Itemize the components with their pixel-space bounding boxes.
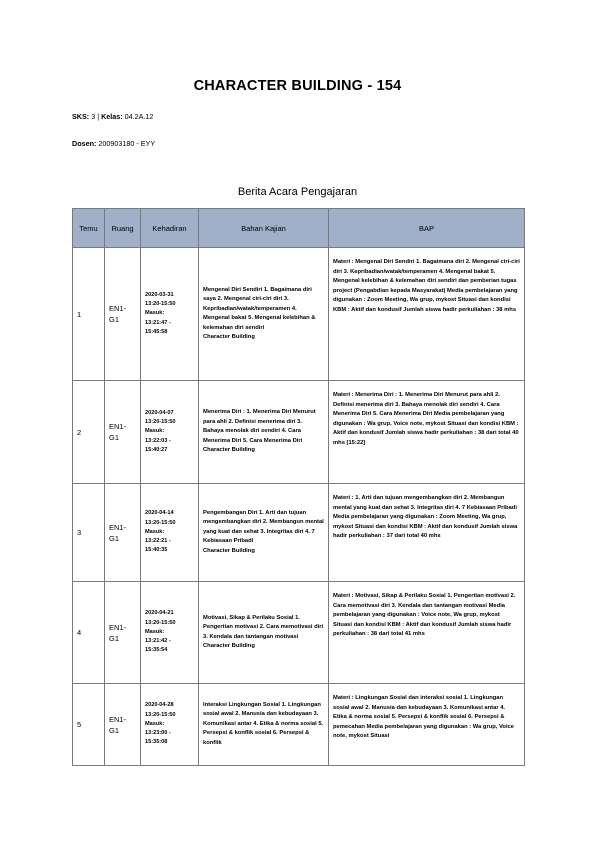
cell-bahan-kajian: Mengenal Diri Sendiri 1. Bagaimana diri saya 2. Mengenal ciri-ciri diri 3. Kepribadian/watak/temperamen 4. Mengenal bakat 5. Mengenal kelebihan & kelemahan diri sendiri Character Building: [199, 248, 329, 381]
cell-ruang: EN1-G1: [105, 248, 141, 381]
sks-value: 3: [91, 112, 96, 121]
lecturer-info: [72, 139, 155, 148]
table-row: [73, 684, 525, 766]
kelas-value: 04.2A.12: [124, 112, 154, 121]
header-bap: BAP: [329, 209, 525, 248]
cell-bap: Materi : Motivasi, Sikap & Perilaku Sosial 1. Pengertian motivasi 2. Cara memotivasi diri 3. Kendala dan tantangan motivasi Media pembelajaran yang digunakan : Voice note, Wa grup, mykost Situasi dan kondisi KBM : Aktif dan kondusif Jumlah siswa hadir perkuliahan : 38 dari total 41 mhs: [329, 582, 525, 684]
cell-temu: 3: [73, 484, 105, 582]
cell-bap: Materi : Lingkungan Sosial dan interaksi sosial 1. Lingkungan sosial awal 2. Manusia dan kebudayaan 3. Komunikasi antar 4. Etika & norma sosial 5. Persepsi & konflik sosial 6. Persepsi & pemecahan Media pembelajaran yang digunakan : Wa grup, Voice note, mykost Situasi: [329, 684, 525, 766]
header-temu: Temu: [73, 209, 105, 248]
cell-temu: 5: [73, 684, 105, 766]
cell-bap: Materi : Mengenal Diri Sendiri 1. Bagaimana diri 2. Mengenal ciri-ciri diri 3. Kepribadian/watak/temperamen 4. Mengenal bakat 5. Mengenal kelebihan & kelemahan diri sendiri dan pemberian tugas project (Pengabdian kepada Masyarakat) Media pembelajaran yang digunakan : Zoom Meeting, Wa grup, mykost Situasi dan kondisi KBM : Aktif dan kondusif Jumlah siswa hadir perkuliahan : 38 mhs: [329, 248, 525, 381]
cell-kehadiran: 2020-04-21 13:20-15:50 Masuk: 13:21:42 - 15:35:54: [141, 582, 199, 684]
table-row: [73, 381, 525, 484]
header-kehadiran: Kehadiran: [141, 209, 199, 248]
cell-bahan-kajian: Menerima Diri : 1. Menerima Diri Menurut para ahli 2. Definisi menerima diri 3. Bahaya menolak diri sendiri 4. Cara Menerima Diri 5. Cara Menerima Diri Character Building: [199, 381, 329, 484]
table-row: [73, 582, 525, 684]
header-ruang: Ruang: [105, 209, 141, 248]
cell-kehadiran: 2020-04-07 13:20-15:50 Masuk: 13:22:03 - 15:40:27: [141, 381, 199, 484]
cell-bahan-kajian: Pengembangan Diri 1. Arti dan tujuan mengembangkan diri 2. Membangun mental yang kuat dan sehat 3. Integritas diri 4. 7 Kebiasaan Pribadi Character Building: [199, 484, 329, 582]
cell-ruang: EN1-G1: [105, 582, 141, 684]
table-row: [73, 248, 525, 381]
cell-kehadiran: 2020-03-31 13:20-15:50 Masuk: 13:21:47 - 15:45:58: [141, 248, 199, 381]
separator: |: [97, 112, 100, 121]
cell-ruang: EN1-G1: [105, 684, 141, 766]
cell-bahan-kajian: Interaksi Lingkungan Sosial 1. Lingkungan sosial awal 2. Manusia dan kebudayaan 3. Komunikasi antar 4. Etika & norma sosial 5. Persepsi & konflik sosial 6. Persepsi & konflik: [199, 684, 329, 766]
page-title: CHARACTER BUILDING - 154: [193, 78, 402, 94]
cell-bap: Materi : 1. Arti dan tujuan mengembangkan diri 2. Membangun mental yang kuat dan sehat 3. Integritas diri 4. 7 Kebiasaan Pribadi Media pembelajaran yang digunakan : Zoom Meeting, Wa grup, mykost Situasi dan kondisi KBM : Aktif dan kondusif Jumlah siswa hadir perkuliahan : 37 dari total 40 mhs: [329, 484, 525, 582]
cell-temu: 4: [73, 582, 105, 684]
cell-kehadiran: 2020-04-28 13:20-15:50 Masuk: 13:23:00 - 15:35:08: [141, 684, 199, 766]
table-header-row: [73, 209, 525, 248]
cell-temu: 1: [73, 248, 105, 381]
sks-label: SKS:: [72, 112, 90, 121]
table-row: [73, 484, 525, 582]
section-title: Berita Acara Pengajaran: [237, 186, 358, 198]
cell-temu: 2: [73, 381, 105, 484]
teaching-report-table: [72, 208, 525, 766]
header-bahan-kajian: Bahan Kajian: [199, 209, 329, 248]
dosen-label: Dosen:: [72, 139, 97, 148]
cell-ruang: EN1-G1: [105, 484, 141, 582]
cell-ruang: EN1-G1: [105, 381, 141, 484]
cell-kehadiran: 2020-04-14 13:20-15:50 Masuk: 13:22:21 - 15:40:35: [141, 484, 199, 582]
cell-bap: Materi : Menerima Diri : 1. Menerima Diri Menurut para ahli 2. Definisi menerima diri 3. Bahaya menolak diri sendiri 4. Cara Menerima Diri 5. Cara Menerima Diri Media pembelajaran yang digunakan : Wa grup, Voice note, mykost Situasi dan kondisi KBM : Aktif dan kondusif Jumlah siswa hadir perkuliahan : 38 dari total 40 mhs [15:22]: [329, 381, 525, 484]
kelas-label: Kelas:: [101, 112, 123, 121]
cell-bahan-kajian: Motivasi, Sikap & Perilaku Sosial 1. Pengertian motivasi 2. Cara memotivasi diri 3. Kendala dan tantangan motivasi Character Building: [199, 582, 329, 684]
course-info: [72, 112, 153, 121]
dosen-value: 200903180 - EYY: [98, 139, 156, 148]
